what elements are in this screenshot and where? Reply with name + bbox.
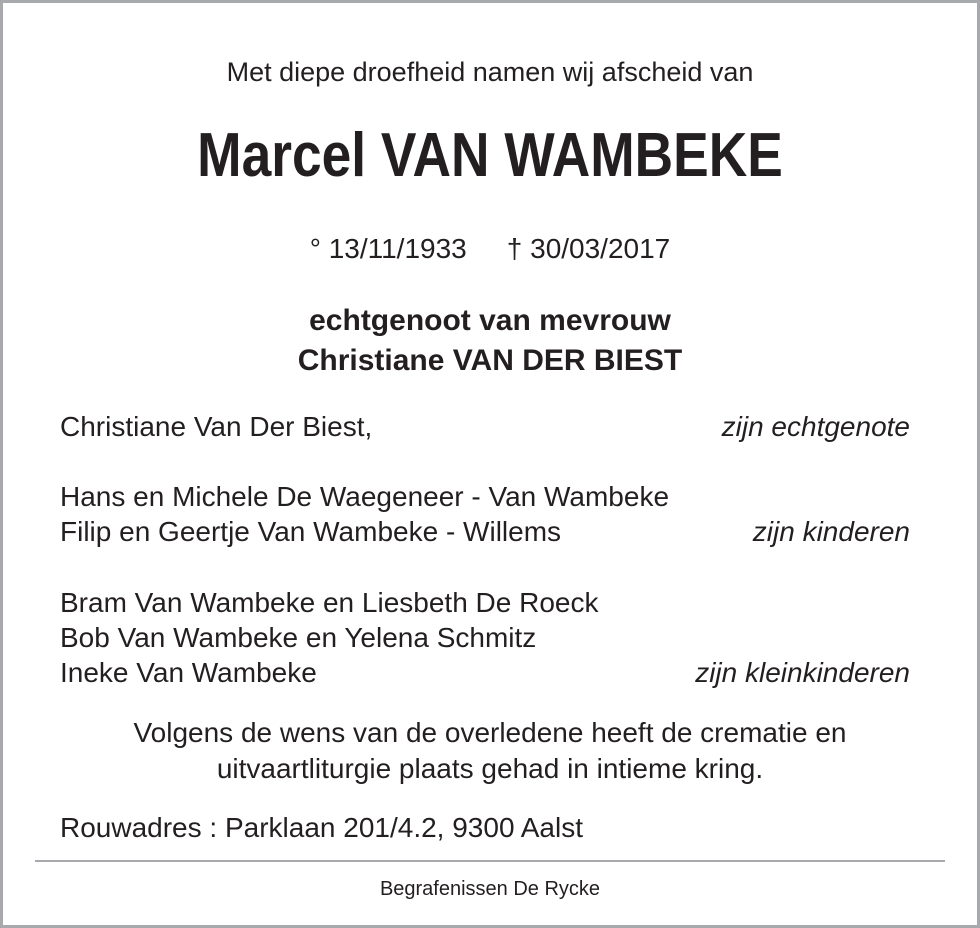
mourning-address: Rouwadres : Parklaan 201/4.2, 9300 Aalst <box>60 812 584 843</box>
family-row <box>60 514 910 550</box>
birth-date: ° 13/11/1933 <box>309 233 467 264</box>
family-member: Christiane Van Der Biest, <box>60 411 373 442</box>
spouse-name: Christiane VAN DER BIEST <box>297 344 683 377</box>
family-row <box>60 479 910 515</box>
family-row <box>60 655 910 691</box>
funeral-home: Begrafenissen De Rycke <box>379 878 601 900</box>
family-relation: zijn kinderen <box>752 516 910 547</box>
death-date: † 30/03/2017 <box>506 233 671 264</box>
spouse-heading: echtgenoot van mevrouw <box>309 304 671 337</box>
family-row <box>60 620 910 656</box>
family-member: Bram Van Wambeke en Liesbeth De Roeck <box>60 587 599 618</box>
family-member: Hans en Michele De Waegeneer - Van Wambeke <box>60 481 670 512</box>
family-row <box>60 409 910 445</box>
family-relation: zijn echtgenote <box>721 411 910 442</box>
ceremony-note-line1: Volgens de wens van de overledene heeft de crematie en <box>133 717 847 748</box>
family-relation: zijn kleinkinderen <box>695 657 910 688</box>
family-row <box>60 585 910 621</box>
divider <box>35 860 945 862</box>
life-dates <box>0 232 980 266</box>
family-member: Filip en Geertje Van Wambeke - Willems <box>60 516 562 547</box>
deceased-name: Marcel VAN WAMBEKE <box>197 121 783 190</box>
intro-text: Met diepe droefheid namen wij afscheid van <box>226 57 754 87</box>
ceremony-note-line2: uitvaartliturgie plaats gehad in intieme kring. <box>216 753 764 784</box>
family-member: Ineke Van Wambeke <box>60 657 317 688</box>
family-member: Bob Van Wambeke en Yelena Schmitz <box>60 622 537 653</box>
